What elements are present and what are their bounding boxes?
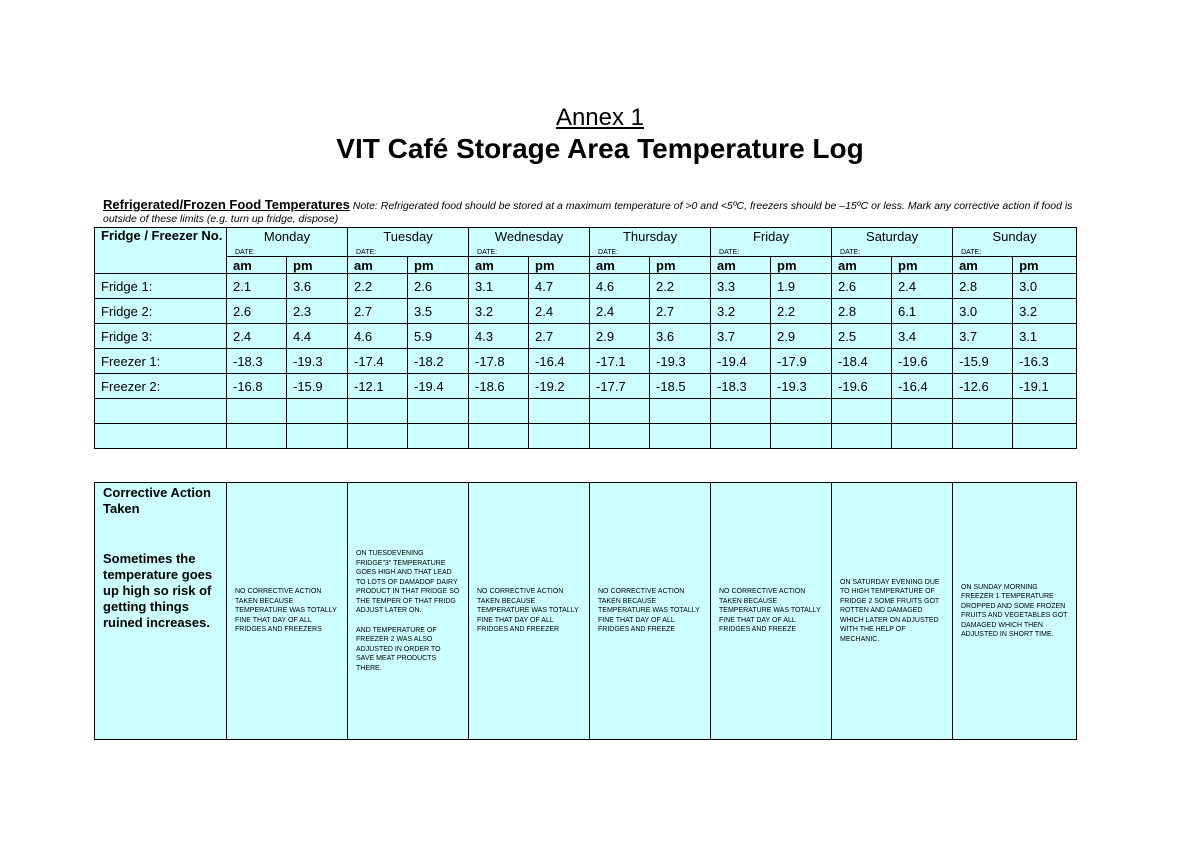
- temperature-cell: -12.6: [953, 374, 1013, 399]
- temperature-cell: 2.4: [227, 324, 287, 349]
- am-pm-row: [95, 257, 1077, 274]
- temperature-cell: [590, 399, 650, 424]
- corrective-action-tuesday: [348, 483, 469, 740]
- row-label: [95, 399, 227, 424]
- row-label: Freezer 2:: [95, 374, 227, 399]
- date-field-saturday: DATE:: [832, 245, 953, 257]
- pm-header-wednesday: pm: [529, 257, 590, 274]
- temperature-cell: 4.6: [348, 324, 408, 349]
- temperature-cell: 2.6: [832, 274, 892, 299]
- temperature-cell: -16.4: [892, 374, 953, 399]
- temperature-cell: 3.1: [1013, 324, 1077, 349]
- day-header-saturday: Saturday: [832, 228, 953, 246]
- temperature-cell: [771, 424, 832, 449]
- temperature-cell: -12.1: [348, 374, 408, 399]
- temperature-cell: 6.1: [892, 299, 953, 324]
- corrective-action-text: ON TUESDEVENING FRIDGE"3" TEMPERATURE GOES HIGH AND THAT LEAD TO LOTS OF DAMADOF DAIRY PRODUCT IN THAT FRIDGE SO THE TEMPER OF THAT FRIDG ADJUST LATER ON.: [356, 550, 460, 614]
- annex-title: Annex 1: [555, 104, 645, 131]
- corrective-action-saturday: [832, 483, 953, 740]
- fridge-freezer-header: Fridge / Freezer No.: [95, 228, 227, 274]
- row-label: Freezer 1:: [95, 349, 227, 374]
- pm-header-saturday: pm: [892, 257, 953, 274]
- am-header-tuesday: am: [348, 257, 408, 274]
- row-label: Fridge 3:: [95, 324, 227, 349]
- table-row: [95, 399, 1077, 424]
- temperature-cell: 2.7: [348, 299, 408, 324]
- temperature-cell: 2.8: [953, 274, 1013, 299]
- section-note: Note: Refrigerated food should be stored at a maximum temperature of >0 and <5ºC, freezers should be –15ºC or less. Mark any corrective action if food is outside of these limits (e.g. turn up fridge, dispose): [103, 200, 1073, 225]
- row-label: Fridge 2:: [95, 299, 227, 324]
- temperature-cell: 2.4: [892, 274, 953, 299]
- temperature-cell: [529, 424, 590, 449]
- temperature-cell: 2.6: [408, 274, 469, 299]
- corrective-action-table: [94, 482, 1077, 740]
- date-field-sunday: DATE:: [953, 245, 1077, 257]
- temperature-cell: 3.6: [287, 274, 348, 299]
- temperature-cell: -17.8: [469, 349, 529, 374]
- temperature-cell: [771, 399, 832, 424]
- temperature-cell: -19.3: [771, 374, 832, 399]
- section-header: [103, 198, 1088, 226]
- corrective-action-row: [95, 483, 1077, 740]
- temperature-cell: 2.2: [771, 299, 832, 324]
- temperature-cell: -16.3: [1013, 349, 1077, 374]
- temperature-cell: [529, 399, 590, 424]
- temperature-cell: -17.4: [348, 349, 408, 374]
- pm-header-tuesday: pm: [408, 257, 469, 274]
- temperature-cell: 3.6: [650, 324, 711, 349]
- am-header-saturday: am: [832, 257, 892, 274]
- temperature-cell: 3.5: [408, 299, 469, 324]
- temperature-cell: -17.1: [590, 349, 650, 374]
- temperature-table: [94, 227, 1077, 449]
- temperature-cell: [892, 424, 953, 449]
- temperature-cell: 2.6: [227, 299, 287, 324]
- section-heading: Refrigerated/Frozen Food Temperatures: [103, 197, 350, 212]
- corrective-action-label-cell: [95, 483, 227, 740]
- temperature-cell: [892, 399, 953, 424]
- date-field-monday: DATE:: [227, 245, 348, 257]
- corrective-action-wednesday: [469, 483, 590, 740]
- temperature-cell: [711, 399, 771, 424]
- corrective-action-text: NO CORRECTIVE ACTION TAKEN BECAUSE TEMPERATURE WAS TOTALLY FINE THAT DAY OF ALL FRIDGES AND FREEZER: [477, 588, 579, 634]
- am-header-wednesday: am: [469, 257, 529, 274]
- am-header-thursday: am: [590, 257, 650, 274]
- temperature-cell: 3.4: [892, 324, 953, 349]
- temperature-cell: 3.2: [1013, 299, 1077, 324]
- temperature-cell: 2.7: [650, 299, 711, 324]
- temperature-cell: [1013, 399, 1077, 424]
- temperature-cell: [711, 424, 771, 449]
- temperature-cell: 4.3: [469, 324, 529, 349]
- temperature-cell: 2.9: [771, 324, 832, 349]
- temperature-cell: 5.9: [408, 324, 469, 349]
- temperature-cell: -19.4: [711, 349, 771, 374]
- temperature-cell: [469, 424, 529, 449]
- corrective-action-text: ON SUNDAY MORNING FREEZER 1 TEMPERATURE DROPPED AND SOME FROZEN FRUITS AND VEGETABLES GOT DAMAGED WHICH THEN ADJUSTED IN SHORT TIME.: [961, 583, 1068, 638]
- temperature-cell: [227, 399, 287, 424]
- temperature-cell: 2.4: [529, 299, 590, 324]
- corrective-action-text: NO CORRECTIVE ACTION TAKEN BECAUSE TEMPERATURE WAS TOTALLY FINE THAT DAY OF ALL FRIDGES AND FREEZE: [598, 588, 700, 634]
- day-header-monday: Monday: [227, 228, 348, 246]
- pm-header-sunday: pm: [1013, 257, 1077, 274]
- corrective-action-comment: Sometimes the temperature goes up high so risk of getting things ruined increases.: [103, 551, 213, 630]
- temperature-cell: -16.8: [227, 374, 287, 399]
- temperature-cell: 3.7: [711, 324, 771, 349]
- page-title: VIT Café Storage Area Temperature Log: [336, 133, 864, 164]
- date-field-tuesday: DATE:: [348, 245, 469, 257]
- corrective-action-monday: [227, 483, 348, 740]
- corrective-action-thursday: [590, 483, 711, 740]
- temperature-cell: 2.4: [590, 299, 650, 324]
- table-row: [95, 424, 1077, 449]
- day-header-friday: Friday: [711, 228, 832, 246]
- temperature-cell: 3.0: [953, 299, 1013, 324]
- pm-header-monday: pm: [287, 257, 348, 274]
- temperature-cell: 2.3: [287, 299, 348, 324]
- temperature-cell: [287, 424, 348, 449]
- corrective-action-text: NO CORRECTIVE ACTION TAKEN BECAUSE TEMPERATURE WAS TOTALLY FINE THAT DAY OF ALL FRIDGES AND FREEZE: [719, 588, 821, 634]
- temperature-cell: 4.7: [529, 274, 590, 299]
- day-header-tuesday: Tuesday: [348, 228, 469, 246]
- corrective-action-text: NO CORRECTIVE ACTION TAKEN BECAUSE TEMPERATURE WAS TOTALLY FINE THAT DAY OF ALL FRIDGES AND FREEZERS: [235, 588, 337, 634]
- temperature-cell: 2.5: [832, 324, 892, 349]
- date-row: [95, 245, 1077, 257]
- temperature-cell: 2.8: [832, 299, 892, 324]
- temperature-cell: -18.4: [832, 349, 892, 374]
- date-field-friday: DATE:: [711, 245, 832, 257]
- pm-header-thursday: pm: [650, 257, 711, 274]
- temperature-cell: 3.2: [711, 299, 771, 324]
- temperature-cell: 3.7: [953, 324, 1013, 349]
- temperature-cell: [953, 424, 1013, 449]
- temperature-cell: -18.6: [469, 374, 529, 399]
- temperature-cell: [408, 399, 469, 424]
- temperature-cell: [348, 399, 408, 424]
- row-label: Fridge 1:: [95, 274, 227, 299]
- table-row: [95, 274, 1077, 299]
- temperature-cell: 2.2: [348, 274, 408, 299]
- temperature-cell: -15.9: [287, 374, 348, 399]
- table-row: [95, 374, 1077, 399]
- am-header-monday: am: [227, 257, 287, 274]
- am-header-sunday: am: [953, 257, 1013, 274]
- corrective-action-friday: [711, 483, 832, 740]
- temperature-cell: [650, 399, 711, 424]
- temperature-cell: [590, 424, 650, 449]
- temperature-cell: -19.6: [892, 349, 953, 374]
- temperature-cell: -18.3: [711, 374, 771, 399]
- day-header-thursday: Thursday: [590, 228, 711, 246]
- temperature-cell: [953, 399, 1013, 424]
- temperature-cell: [469, 399, 529, 424]
- temperature-cell: 3.2: [469, 299, 529, 324]
- temperature-cell: [408, 424, 469, 449]
- temperature-cell: -17.9: [771, 349, 832, 374]
- table-row: [95, 349, 1077, 374]
- temperature-cell: -19.1: [1013, 374, 1077, 399]
- temperature-cell: -15.9: [953, 349, 1013, 374]
- temperature-cell: [348, 424, 408, 449]
- row-label: [95, 424, 227, 449]
- temperature-cell: [1013, 424, 1077, 449]
- temperature-cell: -17.7: [590, 374, 650, 399]
- am-header-friday: am: [711, 257, 771, 274]
- temperature-cell: -19.6: [832, 374, 892, 399]
- temperature-cell: [650, 424, 711, 449]
- corrective-action-sunday: [953, 483, 1077, 740]
- temperature-cell: [832, 399, 892, 424]
- day-header-row: [95, 228, 1077, 246]
- date-field-thursday: DATE:: [590, 245, 711, 257]
- temperature-cell: -19.3: [650, 349, 711, 374]
- date-field-wednesday: DATE:: [469, 245, 590, 257]
- temperature-cell: -16.4: [529, 349, 590, 374]
- temperature-cell: 3.0: [1013, 274, 1077, 299]
- temperature-cell: 2.1: [227, 274, 287, 299]
- pm-header-friday: pm: [771, 257, 832, 274]
- temperature-cell: 4.6: [590, 274, 650, 299]
- temperature-cell: -18.2: [408, 349, 469, 374]
- temperature-cell: 2.9: [590, 324, 650, 349]
- temperature-cell: 3.3: [711, 274, 771, 299]
- temperature-cell: 2.2: [650, 274, 711, 299]
- temperature-cell: [287, 399, 348, 424]
- temperature-cell: -18.5: [650, 374, 711, 399]
- temperature-cell: 4.4: [287, 324, 348, 349]
- temperature-cell: -18.3: [227, 349, 287, 374]
- temperature-cell: 1.9: [771, 274, 832, 299]
- corrective-action-text: ON SATURDAY EVENING DUE TO HIGH TEMPERATURE OF FRIDGE 2 SOME FRUITS GOT ROTTEN AND DAMAGED WHICH LATER ON ADJUSTED WITH THE HELP OF MECHANIC.: [840, 578, 940, 643]
- temperature-cell: [832, 424, 892, 449]
- day-header-sunday: Sunday: [953, 228, 1077, 246]
- temperature-cell: 2.7: [529, 324, 590, 349]
- temperature-cell: -19.2: [529, 374, 590, 399]
- table-row: [95, 299, 1077, 324]
- corrective-action-text: AND TEMPERATURE OF FREEZER 2 WAS ALSO ADJUSTED IN ORDER TO SAVE MEAT PRODUCTS THERE.: [356, 626, 441, 672]
- temperature-cell: [227, 424, 287, 449]
- corrective-action-title: Corrective Action Taken: [103, 485, 211, 516]
- temperature-cell: -19.4: [408, 374, 469, 399]
- day-header-wednesday: Wednesday: [469, 228, 590, 246]
- temperature-cell: 3.1: [469, 274, 529, 299]
- temperature-cell: -19.3: [287, 349, 348, 374]
- table-row: [95, 324, 1077, 349]
